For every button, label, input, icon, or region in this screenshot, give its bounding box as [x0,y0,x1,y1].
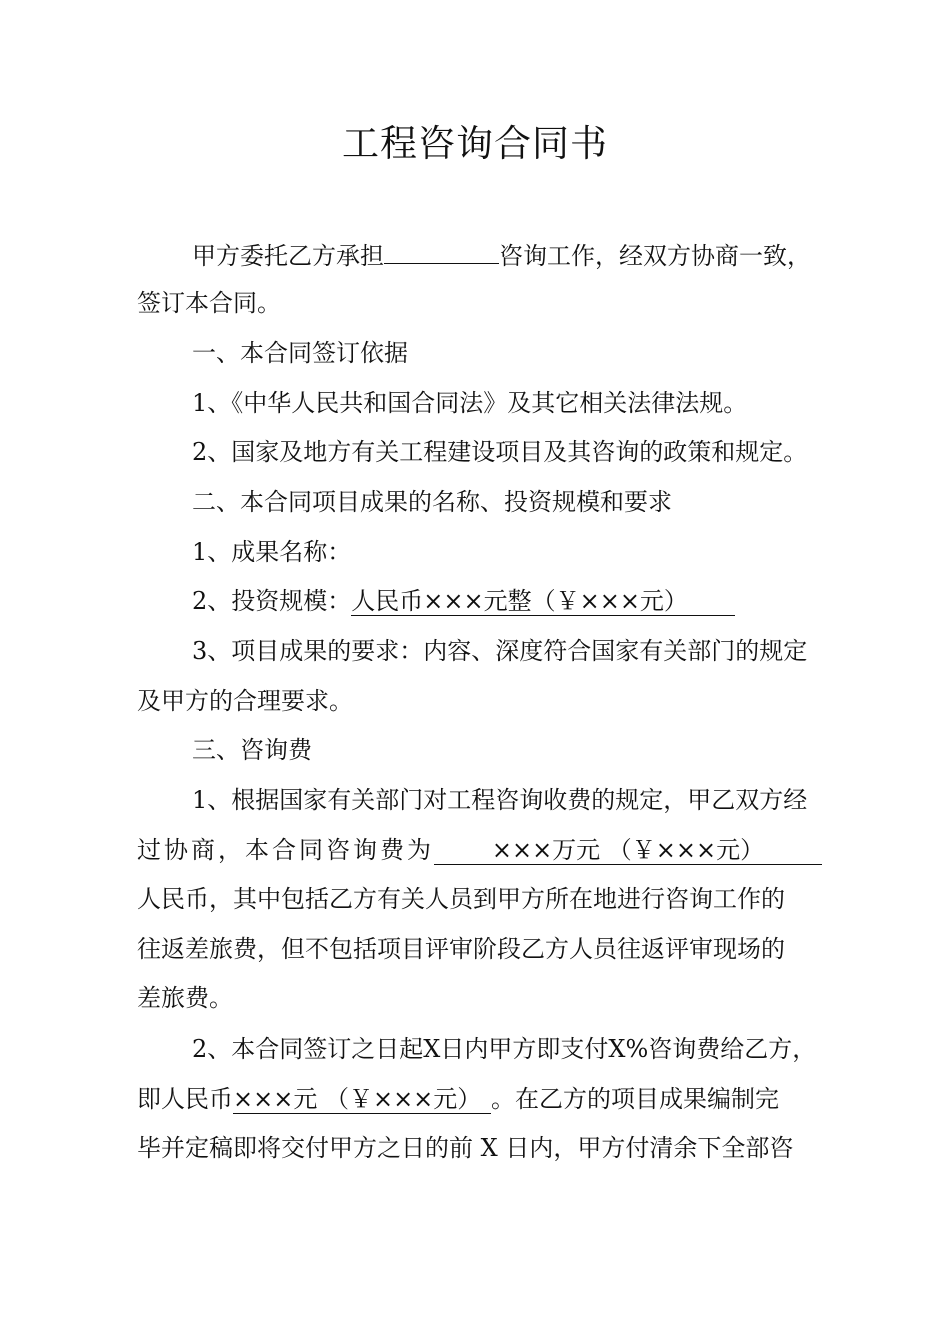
section-3-item-1-line-5: 差旅费。 [137,984,233,1012]
investment-label: 2、投资规模： [192,587,352,615]
section-1-heading: 一、本合同签订依据 [192,339,408,367]
fee-label: 过协商，本合同咨询费为 [137,836,434,864]
section-2-item-3-line-2: 及甲方的合理要求。 [137,687,353,715]
intro-line-2: 签订本合同。 [137,289,281,317]
section-3-heading: 三、咨询费 [192,736,312,764]
section-3-item-2-line-3: 毕并定稿即将交付甲方之日的前 X 日内，甲方付清余下全部咨 [137,1134,794,1162]
fee-value: ×××万元 （￥×××元） [434,836,822,865]
section-2-item-2 [192,584,735,618]
section-1-item-1: 1、《中华人民共和国合同法》及其它相关法律法规。 [192,389,748,417]
section-3-item-1-line-1: 1、根据国家有关部门对工程咨询收费的规定，甲乙双方经 [192,786,808,814]
section-2-item-1: 1、成果名称： [192,538,352,566]
intro-text-a: 甲方委托乙方承担 [192,242,384,270]
payment-label: 即人民币 [137,1085,233,1113]
section-2-item-3-line-1: 3、项目成果的要求：内容、深度符合国家有关部门的规定 [192,637,808,665]
project-name-blank [384,263,499,264]
section-3-item-1-line-2 [137,833,822,867]
section-2-heading: 二、本合同项目成果的名称、投资规模和要求 [192,488,672,516]
investment-value: 人民币×××元整（￥×××元） [351,587,735,616]
intro-line-1 [192,239,811,273]
section-3-item-1-line-4: 往返差旅费，但不包括项目评审阶段乙方人员往返评审现场的 [137,935,785,963]
payment-value: ×××元 （￥×××元） [233,1085,491,1114]
section-3-item-2-line-2 [137,1082,779,1116]
section-3-item-1-line-3: 人民币，其中包括乙方有关人员到甲方所在地进行咨询工作的 [137,885,785,913]
section-1-item-2: 2、国家及地方有关工程建设项目及其咨询的政策和规定。 [192,438,808,466]
intro-text-b: 咨询工作，经双方协商一致， [499,242,811,270]
section-3-item-2-line-1: 2、本合同签订之日起X日内甲方即支付X%咨询费给乙方， [192,1035,817,1063]
document-title: 工程咨询合同书 [342,122,608,165]
payment-rest: 。在乙方的项目成果编制完 [491,1085,779,1113]
